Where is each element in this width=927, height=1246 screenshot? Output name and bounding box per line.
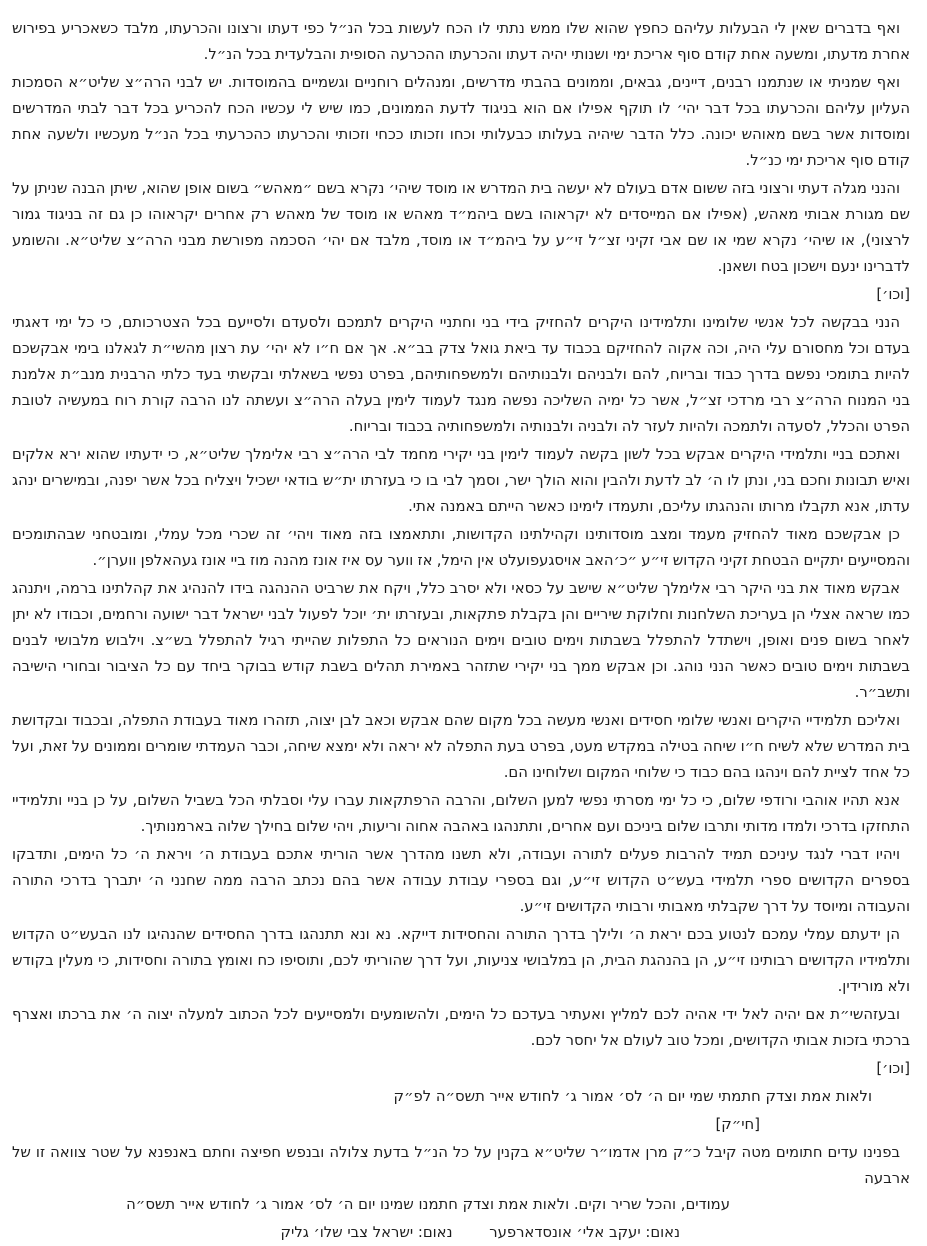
omission-note-1: [וכו׳] (876, 286, 910, 303)
body-paragraph-9: אנא תהיו אוהבי ורודפי שלום, כי כל ימי מסרתי נפשי למען השלום, והרבה הרפתקאות עברו עלי וסבלתי הכל בשביל השלום, על כן בניי ותלמידיי התחזקו בדרכי ולמדו מדותי ותרבו שלום ביניכם ועם אחרים, ותתנהגו באהבה אחוה וריעות, ויהי שלום בחילך שלוה בארמנותיך. (12, 792, 910, 835)
body-paragraph-8: ואליכם תלמידיי היקרים ואנשי שלומי חסידים ואנשי מעשה בכל מקום שהם אבקש וכאב לבן יצוה, תזהרו מאוד בעבודת התפלה, ובכבוד ובקדושת בית המדרש שלא לשיח ח״ו שיחה בטילה במקדש מעט, בפרט בעת התפלה לא יראה ולא ימצא שיחה, וכבר העמדתי שומרים וממונים על זאת, ועל כל אחד לציית להם וינהגו בהם כבוד כי שלוחי המקום ושלוחינו הם. (12, 712, 910, 781)
signatory-mark: [חי״ק] (715, 1116, 760, 1133)
body-paragraph-1: ואף בדברים שאין לי הבעלות עליהם כחפץ שהוא שלו ממש נתתי לו הכח לעשות בכל הנ״ל כפי דעתו ורצונו והכרעתו, מלבד כשאכריע בפירוש אחרת מדעתו, ומשעה אחת קודם סוף אריכת ימי ושנותי יהיה דעתו והכרעתו ההכרעה הסופית והבלעדית בכל הנ״ל. (12, 20, 910, 63)
witnesses-attestation-line-1: בפנינו עדים חתומים מטה קיבל כ״ק מרן אדמו״ר שליט״א בקנין על כל הנ״ל בדעת צלולה ובנפש חפיצה וחתם באנפנא על שטר צוואה זו של ארבעה (12, 1144, 910, 1187)
body-paragraph-5: ואתכם בניי ותלמידי היקרים אבקש בכל לשון בקשה לעמוד לימין בני יקירי מחמד לבי הרה״צ רבי אלימלך שליט״א, כי ידעתיו שהוא ירא אלקים ואיש תבונות וחכם בני, ונתן לו ה׳ לב לדעת ולהבין והוא הולך ישר, וסמך לבי בו כי בעזרתו ית״ש בודאי ישכיל ויצליח בכל אשר יפנה, ובמישרים ינהג עדתו, אנא תקבלו מרותו והנהגתו עליכם, ותעמדו לימינו כאשר הייתם באמנה אתי. (12, 446, 910, 515)
witnesses-attestation-line-2: עמודים, והכל שריר וקים. ולאות אמת וצדק חתמנו שמינו יום ה׳ לס׳ אמור ג׳ לחודש אייר תשס״ה (126, 1196, 730, 1213)
body-paragraph-12: ובעזהשי״ת אם יהיה לאל ידי אהיה לכם למליץ ואעתיר בעדכם כל הימים, ולהשומעים ולמסייעים לכל הכתוב למעלה יצוה ה׳ את ברכתו ואצרף ברכתי בזכות אבותי הקדושים, ומכל טוב לעולם אל יחסר לכם. (12, 1006, 910, 1049)
body-paragraph-7: אבקש מאוד את בני היקר רבי אלימלך שליט״א שישב על כסאי ולא יסרב כלל, ויקח את שרביט ההנהגה בידו להנהיג את קהלתינו ברמה, ויתנהג כמו שראה אצלי הן בעריכת השלחנות וחלוקת שיריים והן בקבלת פתקאות, ובעזרתו ית׳ יוכל לפעול לבני ישראל דבר ישועה ורחמים, וכבודו לא יתן לאחר בשום פנים ואופן, וישתדל להתפלל בשבתות וימים טובים וימים הנוראים כל התפלות שהייתי רגיל להתפלל בש״צ. וילבוש מלבושי לבנים בשבתות וימים טובים כאשר הנני נוהג. וכן אבקש ממך בני יקירי שתזהר באמירת תהלים בשבת קודש בבוקר ביחד עם כל הציבור ובחורי הישיבה ותשב״ר. (12, 580, 910, 701)
body-paragraph-2: ואף שמניתי או שנתמנו רבנים, דיינים, גבאים, וממונים בהבתי מדרשים, ומנהלים רוחניים וגשמיים בהמוסדות. יש לבני הרה״צ שליט״א הסמכות העליון עליהם והכרעתו בכל דבר יהי׳ לו תוקף אפילו אם הוא בניגוד לדעת הממונים, כמו שיש לי עכשיו הכח להכריע בכל דבר לבתי המדרשים ומוסדות אשר בשם מאוהש יכונה. כלל הדבר שיהיה בעלותו כבעלותי וכחו וזכותו ככחי וזכותי והכרעתו כהכרעתי בכל הנ״ל מעכשיו ולשעה אחת קודם סוף אריכת ימי כנ״ל. (12, 74, 910, 169)
witness-signature-2: נאום: ישראל צבי שלו׳ גליק (280, 1224, 453, 1241)
witness-signatures-line (12, 1220, 910, 1246)
body-paragraph-6: כן אבקשכם מאוד להחזיק מעמד ומצב מוסדותינו וקהילתינו הקדושות, ותתאמצו בזה מאוד ויהי׳ זה שכרי מכל עמלי, ומובטחני שבהתומכים והמסייעים יתקיים הבטחת זקיני הקדוש זי״ע ״כ׳האב אויסגעפועלט אין הימל, אז ווער עס איז אונז מהנה מוז ביי אונז געהאלפן ווערן״. (12, 526, 910, 569)
body-paragraph-10: ויהיו דברי לנגד עיניכם תמיד להרבות פעלים לתורה ועבודה, ולא תשנו מהדרך אשר הוריתי אתכם בעבודת ה׳ ויראת ה׳ כל הימים, ותדבקו בספרים הקדושים ספרי תלמידי בעש״ט הקדוש זי״ע, וגם בספרי עבודת עבודה אשר בהם נכתב הרבה ממה שחנני ה׳ יתברך בדרכי התורה והעבודה ומיוסד על דרך שקבלתי מאבותי ורבותי הקדושים זי״ע. (12, 846, 910, 915)
body-paragraph-4: הנני בבקשה לכל אנשי שלומינו ותלמידינו היקרים להחזיק בידי בני וחתניי היקרים לתמכם ולסעדם ולסייעם בכל הצטרכותם, כי כל ימי דאגתי בעדם וכל מחסורם עלי היה, וכה אקוה להחזיקם בכבוד עד ביאת גואל צדק בב״א. אך אם ח״ו לא יהי׳ עת רצון מהשי״ת לגאלנו בימי אבקשכם להיות בתומכי נפשם בדרך כבוד ובריוח, להם ולבניהם ולבנותיהם ולמשפחותיהם, בפרט נפשי בשאלתי ובקשתי בעד כלתי הרבנית מנב״ת אלמנת בני המנוח הרה״צ רבי מרדכי זצ״ל, אשר כל ימיה השליכה נפשה מנגד לעמוד לימין בעלה הרה״צ ועשתה לנו הרבה קורת רוח במעשיה לטובת הפרט והכלל, לסעדה ולתמכה ולהיות לעזר לה ולבניה ולבנותיה ולמשפחותיה בכבוד ובריוח. (12, 314, 910, 435)
body-paragraph-3: והנני מגלה דעתי ורצוני בזה ששום אדם בעולם לא יעשה בית המדרש או מוסד שיהי׳ נקרא בשם ״מאהש״ בשום אופן שהוא, שיתן הבנה שניתן על שם מגורת אבותי מאהש, (אפילו אם המייסדים לא יקראוהו בשם ביהמ״ד מאהש או מוסד של מאהש רק אחרים יקראוהו כן גם זה בניגוד גמור לרצוני), או שיהי׳ נקרא שמי או שם אבי זקיני זצ״ל זי״ע על ביהמ״ד או מוסד, מלבד אם יהי׳ הסכמה מפורשת מבני הרה״צ שליט״א. והשומע לדברינו ינעם וישכון בטח ושאנן. (12, 180, 910, 275)
body-paragraph-11: הן ידעתם עמלי עמכם לנטוע בכם יראת ה׳ ולילך בדרך התורה והחסידות דייקא. נא ונא תתנהגו בדרך החסידים שהנהיגו לנו הבעש״ט הקדוש ותלמידיו הקדושים רבותינו זי״ע, הן בהנהגת הבית, הן במלבושי צניעות, ועל דרך שהוריתי לכם, ותוסיפו כח ואומץ בתורה וחסידות, כי מעלין בקודש ולא מורידין. (12, 926, 910, 995)
signature-date-line: ולאות אמת וצדק חתמתי שמי יום ה׳ לס׳ אמור ג׳ לחודש אייר תשס״ה לפ״ק (393, 1088, 872, 1105)
omission-note-2: [וכו׳] (876, 1060, 910, 1077)
witness-signature-1: נאום: יעקב אלי׳ אונסדארפער (489, 1224, 680, 1241)
